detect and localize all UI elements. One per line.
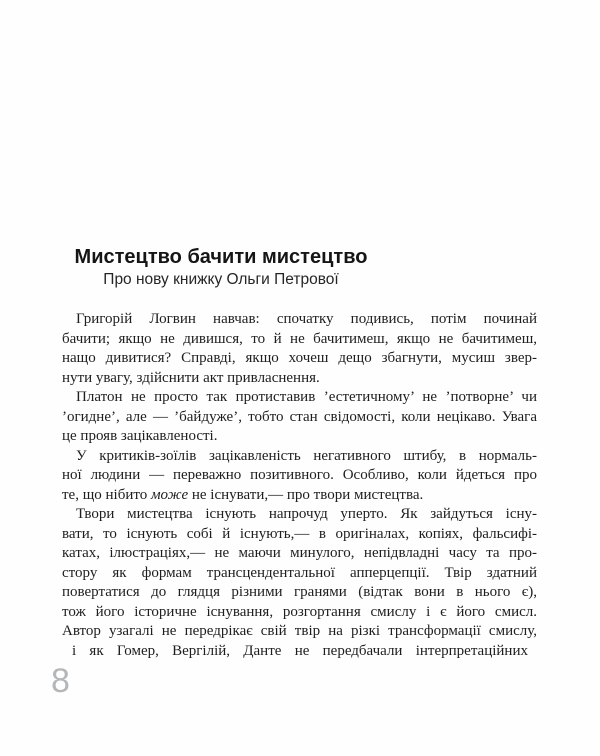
text-run: те, що нібито	[62, 486, 151, 503]
text-line: ної людини — переважно позитивного. Особливо, коли йдеться про	[62, 467, 537, 483]
text-run: не існувати,— про твори мистецтва.	[188, 486, 424, 503]
text-line: вати, то існують собі й існують,— в оригіналах, копіях, фальсифі-	[62, 525, 537, 542]
paragraph	[62, 388, 537, 447]
text-line	[62, 486, 537, 506]
text-line: Автор узагалі не передрікає свій твір на різкі трансформації смислу,	[62, 623, 537, 639]
paragraph	[62, 447, 537, 506]
article-header	[62, 246, 380, 289]
paragraph	[62, 310, 537, 388]
paragraph	[62, 505, 537, 661]
text-line: Твори мистецтва існують напрочуд уперто. Як зайдуться існу-	[76, 506, 537, 522]
text-line: ’огидне’, але — ’байдуже’, тобто стан свідомості, коли нецікаво. Увага	[62, 408, 537, 425]
text-line: бачити; якщо не дивишся, то й не бачитимеш, якщо не бачитимеш,	[62, 330, 537, 347]
text-line: нащо дивитися? Справді, якщо хочеш дещо збагнути, мусиш звер-	[62, 350, 537, 366]
body-text	[62, 310, 537, 661]
text-line: У критиків-зоїлів зацікавленість негативного штибу, в нормаль-	[76, 447, 537, 464]
text-line: Григорій Логвин навчав: спочатку подивись, потім починай	[76, 311, 537, 327]
text-line: Платон не просто так протиставив ’естетичному’ не ’потворне’ чи	[76, 389, 537, 405]
text-line: стору як формам трансцендентальної апперцепції. Твір здатний	[62, 564, 537, 581]
page-number: 8	[51, 662, 70, 700]
italic-emphasis: може	[150, 486, 189, 503]
article-subtitle: Про нову книжку Ольги Петрової	[103, 271, 339, 288]
text-line: повертатися до глядця різними гранями (відтак вони в нього є),	[62, 584, 537, 600]
text-line: це прояв зацікавленості.	[62, 428, 218, 444]
text-line: нути увагу, здійснити акт привласнення.	[62, 369, 320, 386]
article-title: Мистецтво бачити мистецтво	[74, 246, 368, 268]
text-line: катах, ілюстраціях,— не маючи минулого, непідвладні часу та про-	[62, 545, 537, 561]
text-line: і як Гомер, Вергілій, Данте не передбачали інтерпретаційних	[72, 642, 528, 659]
text-line: тож його історичне існування, розгортання смислу і є його смисл.	[62, 603, 537, 620]
